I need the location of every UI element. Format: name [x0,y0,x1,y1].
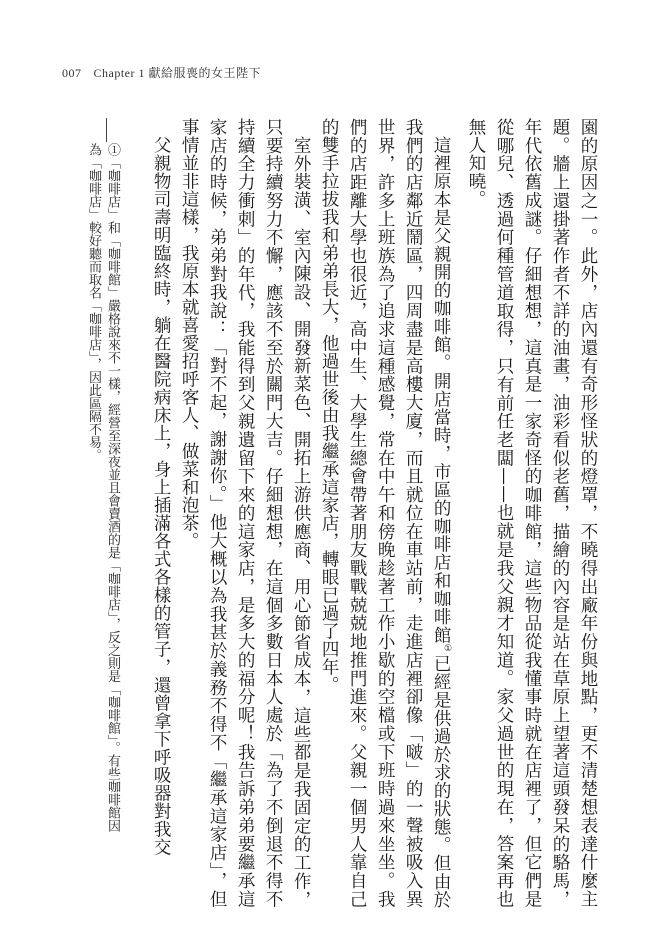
paragraph-4: 父親物司壽明臨終時，躺在醫院病床上，身上插滿各式各樣的管子，還曾拿下呼吸器對我交 [151,135,172,856]
body-text [150,118,602,908]
footnote-text: ①「咖啡店」和「咖啡館」嚴格說來不一樣，經營至深夜並且會賣酒的是「咖啡店」，反之則是「咖啡館」。有些咖啡館因為「咖啡店」較好聽而取名「咖啡店」，因此區隔不易。 [86,143,120,832]
chapter-label: Chapter 1 [93,66,145,80]
paragraph-2-part-a: 這裡原本是父親開的咖啡館。開店當時，市區的咖啡店和咖啡館 [431,135,452,644]
paragraph-3: 室外裝潢、室內陳設、開發新菜色、開拓上游供應商、用心節省成本，這些都是我固定的工作，只要持續努力不懈，應該不至於關門大吉。仔細想想，在這個多數日本人處於「為了不倒退不得不持續全力衝刺」的年代，我能得到父親遺留下來的這家店，是多大的福分呢！我告訴弟弟要繼承這家店的時候，弟弟對我說：「對不起，謝謝你。」他大概以為我甚於義務不得不「繼承這家店」，但事情並非這樣，我原本就喜愛招呼客人、做菜和泡茶。 [179,118,312,908]
chapter-title: 獻給服喪的女王陛下 [148,66,262,80]
footnote-reference[interactable]: ① [443,643,453,655]
footnote-divider [106,118,107,142]
page-number: 007 [62,66,82,80]
paragraph-1-continued: 園的原因之一。此外，店內還有奇形怪狀的燈罩，不曉得出廠年份與地點，更不清楚想表達什麼主題。牆上還掛著作者不詳的油畫，油彩看似老舊，描繪的內容是站在草原上望著這頭發呆的駱馬，年代依舊成謎。仔細想想，這真是一家奇怪的咖啡館，這些物品從我懂事時就在店裡了，但它們是從哪兒、透過何種管道取得，只有前任老闆——也就是我父親才知道。家父過世的現在，答案再也無人知曉。 [466,118,598,908]
paragraph-2 [315,118,462,908]
running-header [62,64,261,81]
paragraph-2-part-b: 已經是供過於求的狀態。但由於我們的店鄰近鬧區，四周盡是高樓大廈，而且就位在車站前，走進店裡卻像「啵」的一聲被吸入異世界，許多上班族為了追求這種感覺，常在中午和傍晚趁著工作小歇的空檔或下班時過來坐坐。我們的店距離大學也很近，高中生、大學生總會帶著朋友戰戰兢兢地推門進來。父親一個男人靠自己的雙手拉拔我和弟弟長大，他過世後由我繼承這家店，轉眼已過了四年。 [319,118,452,908]
footnote [62,143,122,843]
